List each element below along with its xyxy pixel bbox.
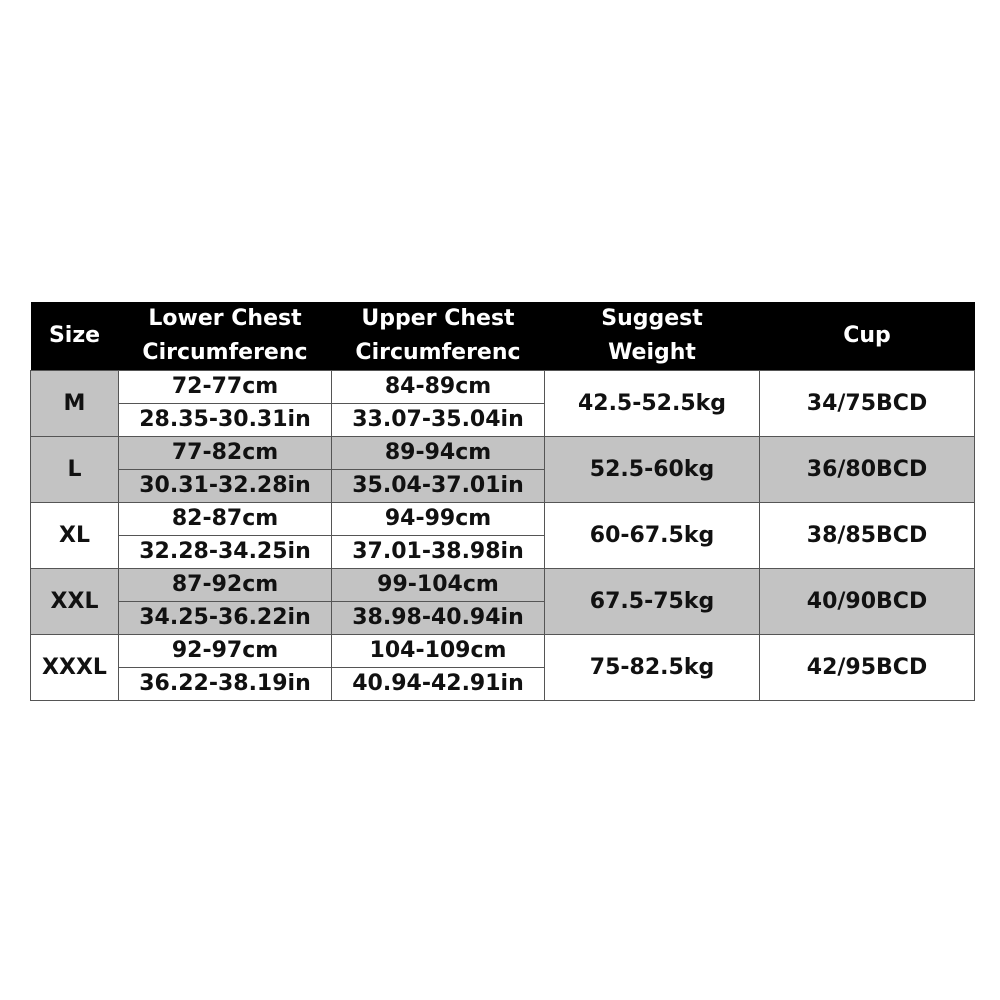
size-cell: XXL — [31, 569, 119, 635]
header-weight — [545, 302, 760, 371]
lower-chest-cm: 87-92cm — [119, 569, 332, 602]
upper-chest-cm: 94-99cm — [332, 503, 545, 536]
table-row-xxl — [31, 569, 975, 602]
size-chart-table — [30, 302, 975, 701]
size-cell: XL — [31, 503, 119, 569]
upper-chest-cm: 104-109cm — [332, 635, 545, 668]
header-lower-chest-line1: Lower Chest — [148, 306, 302, 331]
upper-chest-in: 40.94-42.91in — [332, 668, 545, 701]
header-lower-chest — [119, 302, 332, 371]
header-cup: Cup — [760, 302, 975, 371]
upper-chest-cm: 84-89cm — [332, 371, 545, 404]
table-row-l — [31, 437, 975, 470]
lower-chest-in: 36.22-38.19in — [119, 668, 332, 701]
upper-chest-cm: 99-104cm — [332, 569, 545, 602]
size-cell: L — [31, 437, 119, 503]
header-upper-chest — [332, 302, 545, 371]
lower-chest-cm: 92-97cm — [119, 635, 332, 668]
header-size: Size — [31, 302, 119, 371]
cup-cell: 34/75BCD — [760, 371, 975, 437]
table-row-m — [31, 371, 975, 404]
lower-chest-cm: 72-77cm — [119, 371, 332, 404]
cup-cell: 40/90BCD — [760, 569, 975, 635]
lower-chest-in: 30.31-32.28in — [119, 470, 332, 503]
table-row-xxxl — [31, 635, 975, 668]
weight-cell: 42.5-52.5kg — [545, 371, 760, 437]
header-row — [31, 302, 975, 371]
header-lower-chest-line2: Circumferenc — [142, 340, 308, 365]
lower-chest-in: 32.28-34.25in — [119, 536, 332, 569]
weight-cell: 67.5-75kg — [545, 569, 760, 635]
lower-chest-in: 34.25-36.22in — [119, 602, 332, 635]
cup-cell: 42/95BCD — [760, 635, 975, 701]
size-cell: M — [31, 371, 119, 437]
cup-cell: 36/80BCD — [760, 437, 975, 503]
lower-chest-cm: 77-82cm — [119, 437, 332, 470]
upper-chest-in: 37.01-38.98in — [332, 536, 545, 569]
upper-chest-in: 38.98-40.94in — [332, 602, 545, 635]
header-upper-chest-line1: Upper Chest — [361, 306, 515, 331]
upper-chest-cm: 89-94cm — [332, 437, 545, 470]
weight-cell: 60-67.5kg — [545, 503, 760, 569]
lower-chest-in: 28.35-30.31in — [119, 404, 332, 437]
weight-cell: 75-82.5kg — [545, 635, 760, 701]
upper-chest-in: 33.07-35.04in — [332, 404, 545, 437]
upper-chest-in: 35.04-37.01in — [332, 470, 545, 503]
header-weight-line2: Weight — [608, 340, 696, 365]
weight-cell: 52.5-60kg — [545, 437, 760, 503]
lower-chest-cm: 82-87cm — [119, 503, 332, 536]
header-upper-chest-line2: Circumferenc — [355, 340, 521, 365]
cup-cell: 38/85BCD — [760, 503, 975, 569]
header-weight-line1: Suggest — [601, 306, 703, 331]
size-cell: XXXL — [31, 635, 119, 701]
table-row-xl — [31, 503, 975, 536]
